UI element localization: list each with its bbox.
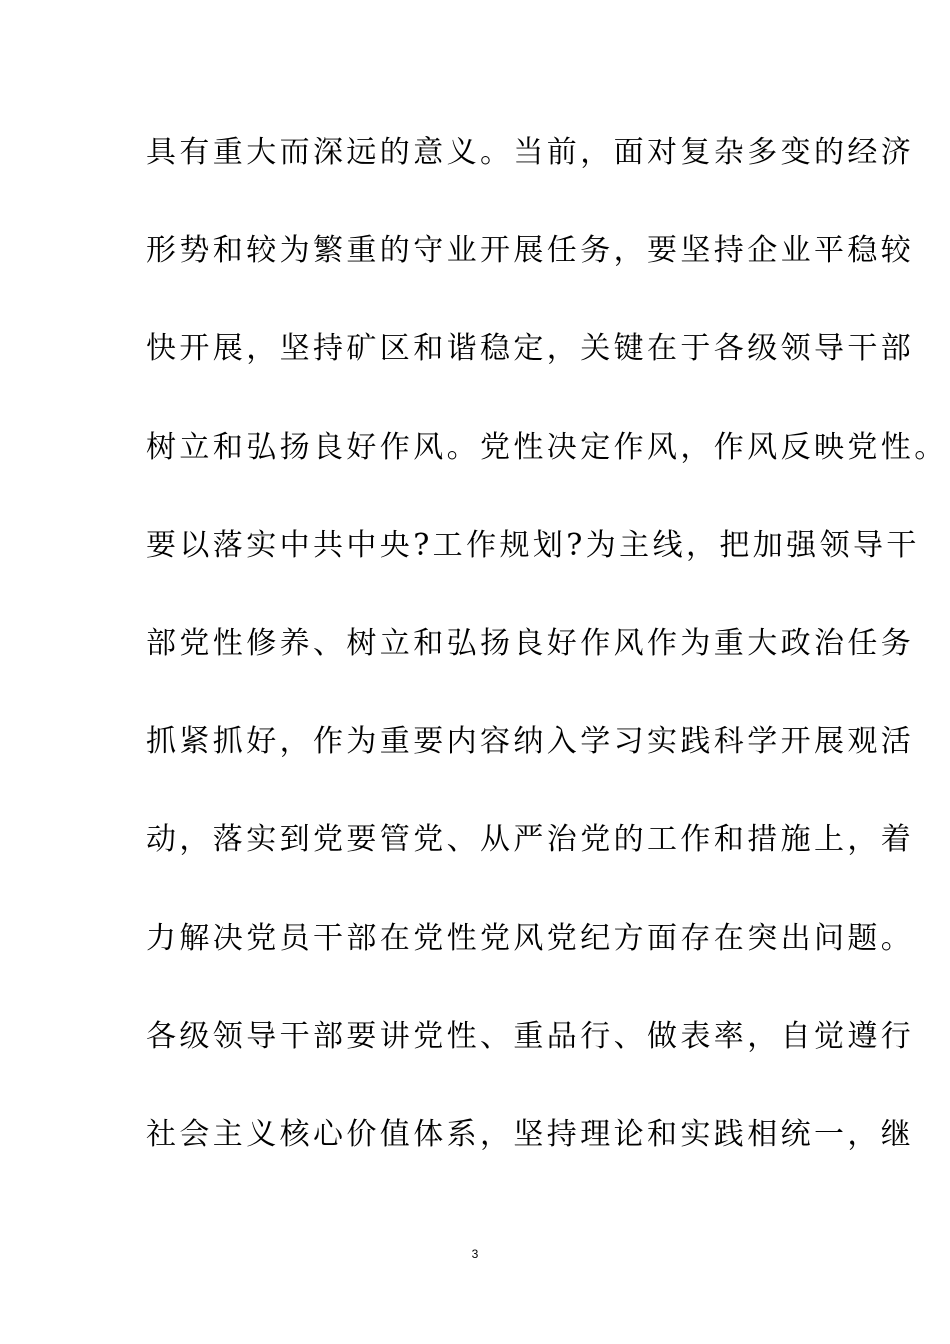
text-line: 快开展，坚持矿区和谐稳定，关键在于各级领导干部 [146,331,915,367]
text-line: 力解决党员干部在党性党风党纪方面存在突出问题。 [146,920,915,956]
text-line: 树立和弘扬良好作风。党性决定作风，作风反映党性。 [146,429,948,465]
text-line: 社会主义核心价值体系，坚持理论和实践相统一，继 [146,1116,915,1152]
text-line: 抓紧抓好，作为重要内容纳入学习实践科学开展观活 [146,724,915,760]
text-line: 部党性修养、树立和弘扬良好作风作为重大政治任务 [146,625,915,661]
text-line: 各级领导干部要讲党性、重品行、做表率，自觉遵行 [146,1018,915,1054]
body-text [146,126,948,1206]
text-line: 形势和较为繁重的守业开展任务，要坚持企业平稳较 [146,233,915,269]
text-line: 要以落实中共中央?工作规划?为主线，把加强领导干 [146,527,920,563]
text-line: 具有重大而深远的意义。当前，面对复杂多变的经济 [146,135,915,170]
page-number: 3 [471,1247,479,1261]
text-line: 动，落实到党要管党、从严治党的工作和措施上，着 [146,822,915,858]
